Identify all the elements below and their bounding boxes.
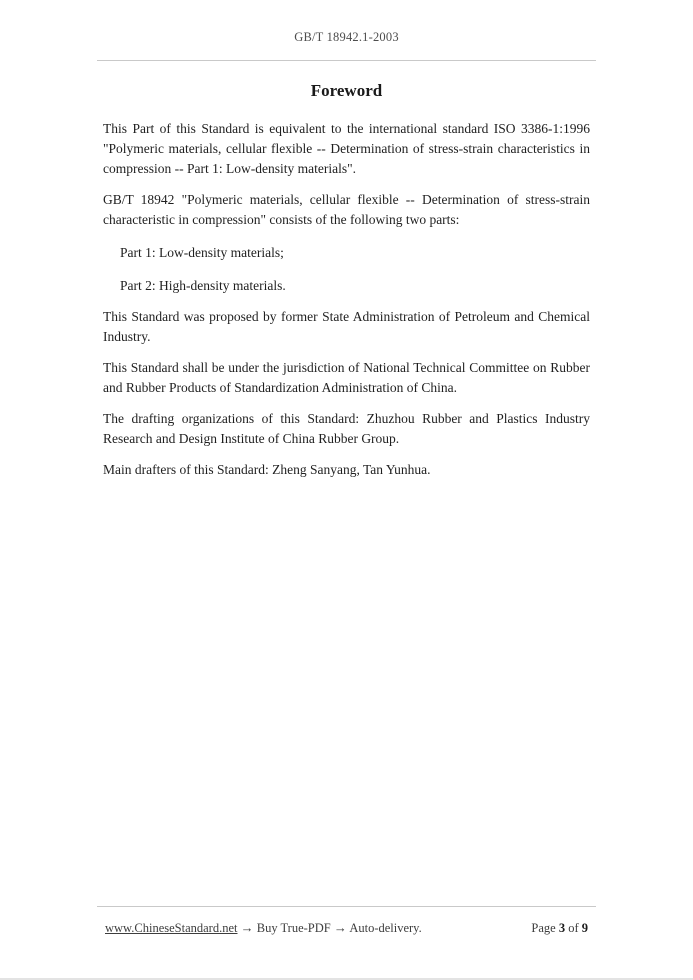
current-page-number: 3 [558, 921, 566, 935]
footer-divider [97, 906, 596, 907]
list-item-part-1: Part 1: Low-density materials; [120, 244, 284, 260]
document-body [103, 81, 590, 480]
page-footer [0, 906, 693, 936]
list-item-part-2: Part 2: High-density materials. [120, 277, 286, 293]
paragraph-proposed-by: This Standard was proposed by former State Administration of Petroleum and Chemical Industry. [103, 308, 590, 344]
page-header [0, 0, 693, 61]
paragraph-drafting-organizations: The drafting organizations of this Standard: Zhuzhou Rubber and Plastics Industry Research and Design Institute of China Rubber Group. [103, 410, 590, 446]
chinesestandard-link[interactable]: www.ChineseStandard.net [105, 921, 238, 935]
paragraph-jurisdiction: This Standard shall be under the jurisdiction of National Technical Committee on Rubber and Rubber Products of Standardization Administration of China. [103, 359, 590, 395]
paragraph-parts-intro: GB/T 18942 "Polymeric materials, cellular flexible -- Determination of stress-strain characteristic in compression" consists of the following two parts: [103, 191, 590, 227]
paragraph-equivalence: This Part of this Standard is equivalent to the international standard ISO 3386-1:1996 "Polymeric materials, cellular flexible -- Determination of stress-strain characteristics in compression -- Part 1: Low-density materials". [103, 121, 590, 176]
page-label: Page [531, 921, 556, 935]
document-number: GB/T 18942.1-2003 [294, 30, 399, 44]
header-divider [97, 60, 596, 61]
paragraph-main-drafters: Main drafters of this Standard: Zheng Sanyang, Tan Yunhua. [103, 461, 431, 477]
total-page-number: 9 [581, 921, 588, 935]
footer-source-line [105, 920, 422, 936]
page-indicator [531, 921, 588, 936]
buy-true-pdf-label: Buy True-PDF [256, 921, 331, 935]
foreword-title: Foreword [310, 81, 383, 100]
of-label: of [568, 921, 579, 935]
right-arrow-icon: → [240, 920, 254, 935]
right-arrow-icon: → [333, 920, 347, 935]
auto-delivery-label: Auto-delivery. [349, 921, 422, 935]
